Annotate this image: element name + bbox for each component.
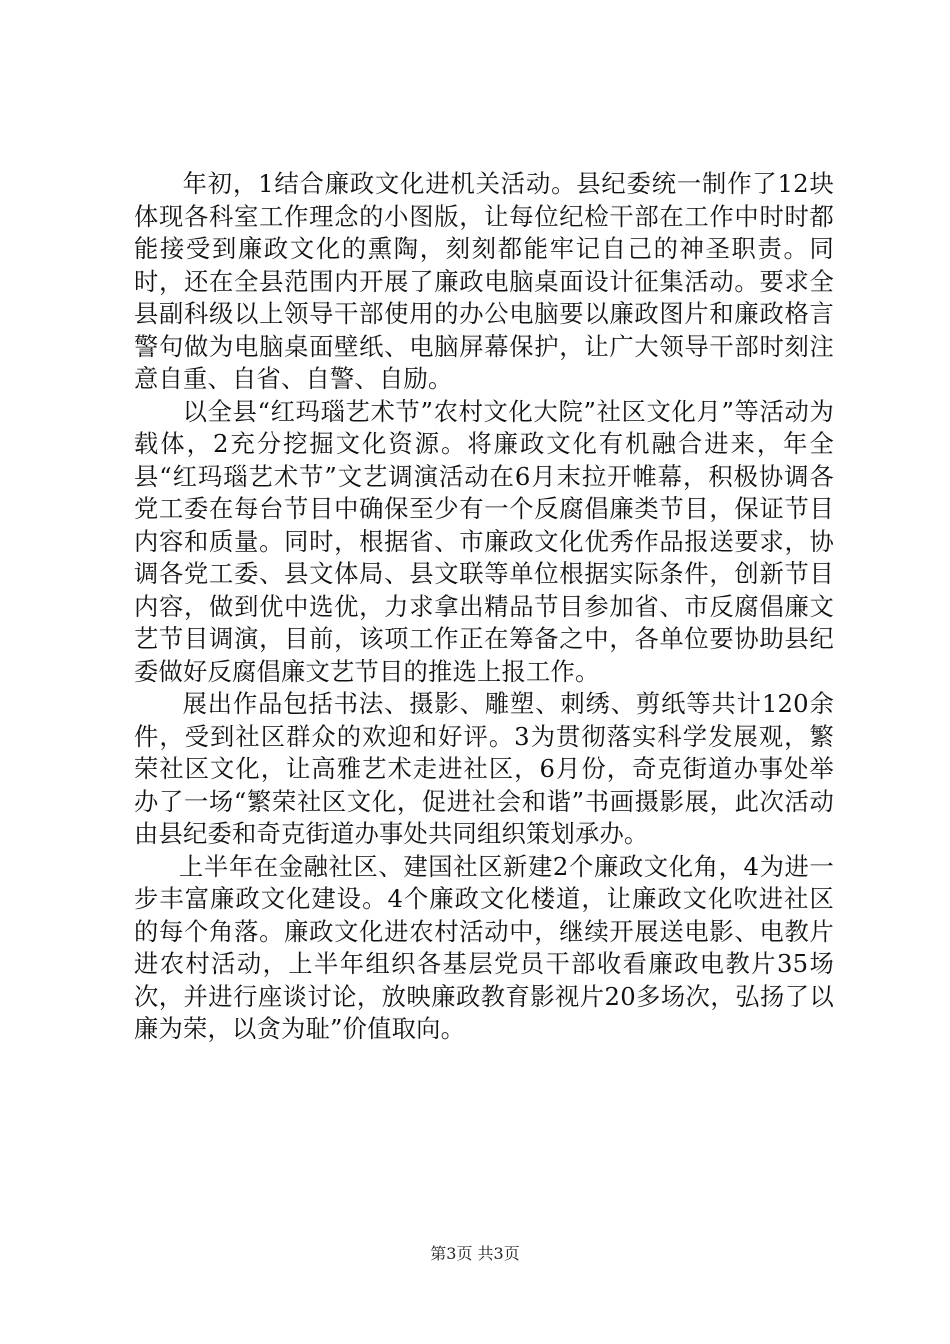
paragraph-3: 展出作品包括书法、摄影、雕塑、刺绣、剪纸等共计120余件，受到社区群众的欢迎和好评。3为贯彻落实科学发展观，繁荣社区文化，让高雅艺术走进社区，6月份，奇克街道办事处举办了一场“繁荣社区文化，促进社会和谐”书画摄影展，此次活动由县纪委和奇克街道办事处共同组织策划承办。 — [134, 689, 834, 848]
paragraph-1: 年初，1结合廉政文化进机关活动。县纪委统一制作了12块体现各科室工作理念的小图版，让每位纪检干部在工作中时时都能接受到廉政文化的熏陶，刻刻都能牢记自己的神圣职责。同时，还在全县范围内开展了廉政电脑桌面设计征集活动。要求全县副科级以上领导干部使用的办公电脑要以廉政图片和廉政格言警句做为电脑桌面壁纸、电脑屏幕保护，让广大领导干部时刻注意自重、自省、自警、自励。 — [134, 169, 834, 393]
paragraph-2: 以全县“红玛瑙艺术节”农村文化大院”社区文化月”等活动为载体，2充分挖掘文化资源。将廉政文化有机融合进来，年全县“红玛瑙艺术节”文艺调演活动在6月末拉开帷幕，积极协调各党工委在每台节目中确保至少有一个反腐倡廉类节目，保证节目内容和质量。同时，根据省、市廉政文化优秀作品报送要求，协调各党工委、县文体局、县文联等单位根据实际条件，创新节目内容，做到优中选优，力求拿出精品节目参加省、市反腐倡廉文艺节目调演，目前，该项工作正在筹备之中，各单位要协助县纪委做好反腐倡廉文艺节目的推选上报工作。 — [134, 396, 834, 686]
page-footer: 第3页 共3页 — [430, 1244, 520, 1263]
document-body — [134, 168, 834, 1046]
paragraph-4: 上半年在金融社区、建国社区新建2个廉政文化角，4为进一步丰富廉政文化建设。4个廉政文化楼道，让廉政文化吹进社区的每个角落。廉政文化进农村活动中，继续开展送电影、电教片进农村活动，上半年组织各基层党员干部收看廉政电教片35场次，并进行座谈讨论，放映廉政教育影视片20多场次，弘扬了以廉为荣，以贪为耻”价值取向。 — [134, 851, 834, 1043]
